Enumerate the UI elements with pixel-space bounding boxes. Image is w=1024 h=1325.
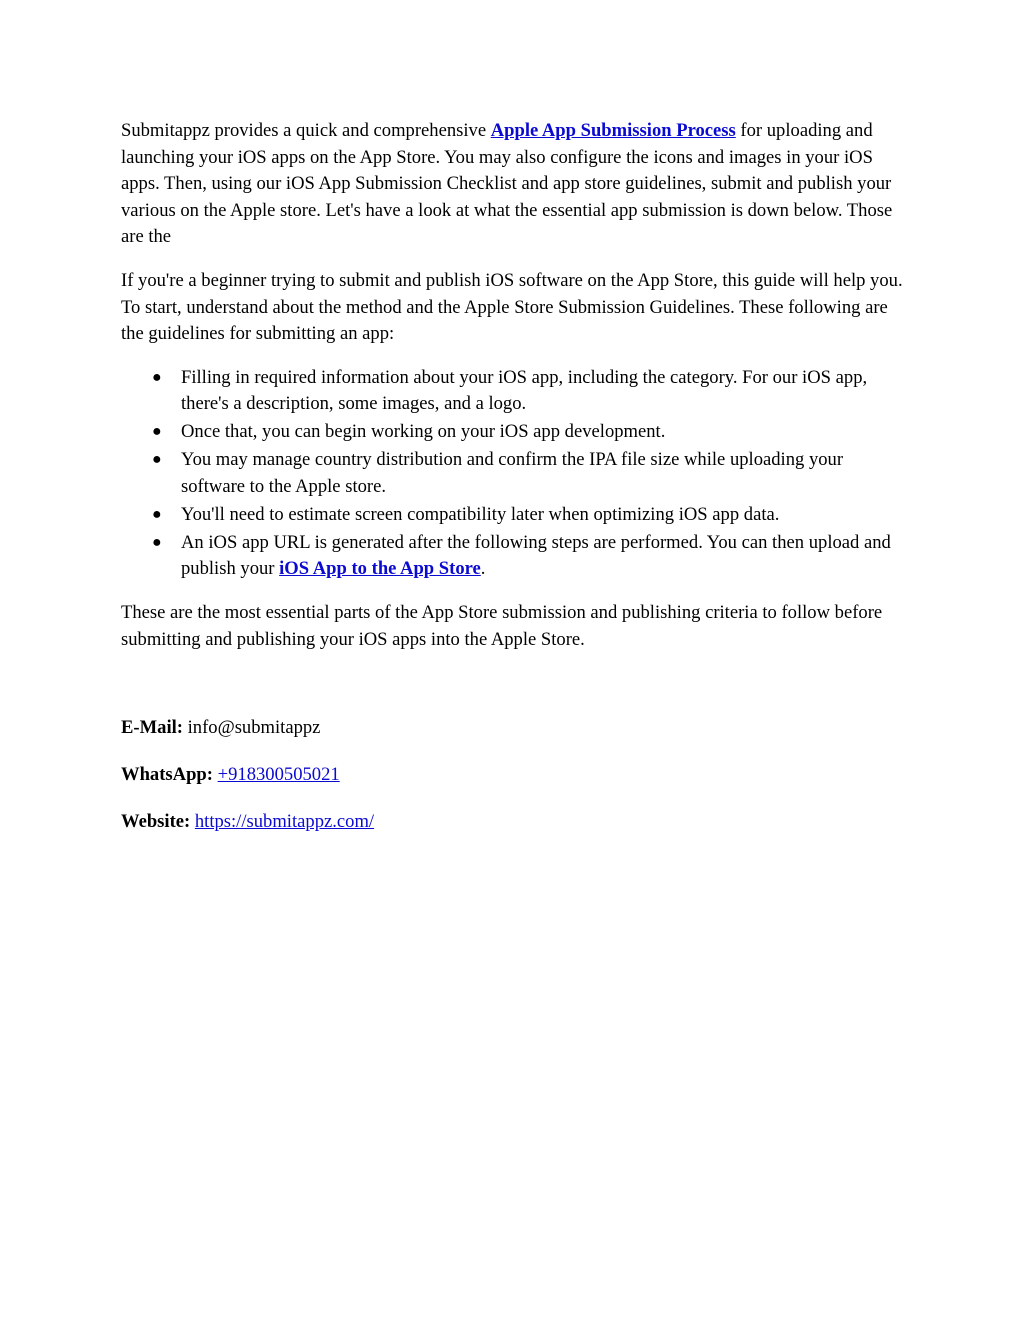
- bullet-icon: ●: [152, 533, 162, 551]
- email-label: E-Mail:: [121, 717, 183, 739]
- website-link[interactable]: https://submitappz.com/: [194, 811, 375, 833]
- intro-text-end: for uploading and launching your iOS apps on the App Store. You may also configure the icons and images in your iOS apps. Then, using our iOS App Submission Checklist and app store guidelines, submit and publish your various on the Apple store. Let's have a look at what the essential app submission is down below. Those are the: [121, 120, 893, 248]
- bullet-icon: ●: [152, 423, 162, 441]
- beginner-paragraph: If you're a beginner trying to submit and publish iOS software on the App Store, this guide will help you. To start, understand about the method and the Apple Store Submission Guidelines. These following are the guidelines for submitting an app:: [121, 269, 903, 345]
- list-item: [121, 447, 911, 500]
- whatsapp-link[interactable]: +918300505021: [217, 764, 340, 786]
- bullet-icon: ●: [152, 451, 162, 469]
- website-label: Website:: [121, 811, 191, 833]
- ios-app-to-app-store-link[interactable]: iOS App to the App Store: [279, 558, 481, 580]
- whatsapp-line: [121, 762, 911, 789]
- list-item-text: An iOS app URL is generated after the following steps are performed. You can then upload and publish your: [181, 531, 891, 580]
- list-item: [121, 530, 911, 583]
- email-line: [121, 715, 911, 742]
- list-item-text: You may manage country distribution and confirm the IPA file size while uploading your software to the Apple store.: [181, 449, 844, 497]
- list-item: [121, 419, 911, 446]
- bullet-icon: ●: [152, 368, 162, 386]
- guidelines-list: [121, 365, 911, 583]
- list-item-text-end: .: [480, 558, 486, 580]
- list-item-text: You'll need to estimate screen compatibility later when optimizing iOS app data.: [181, 503, 780, 525]
- list-item: [121, 502, 911, 529]
- whatsapp-label: WhatsApp:: [121, 764, 213, 786]
- intro-paragraph: [121, 118, 911, 251]
- email-value: info@submitappz: [187, 717, 321, 739]
- closing-paragraph: These are the most essential parts of the App Store submission and publishing criteria to follow before submitting and publishing your iOS apps into the Apple Store.: [121, 602, 883, 650]
- bullet-icon: ●: [152, 505, 162, 523]
- intro-text-start: Submitappz provides a quick and comprehensive: [121, 120, 491, 141]
- website-line: [121, 809, 911, 836]
- list-item-text: Filling in required information about your iOS app, including the category. For our iOS app, there's a description, some images, and a logo.: [181, 366, 868, 415]
- document-page: [121, 118, 911, 857]
- list-item: [121, 365, 911, 418]
- list-item-text: Once that, you can begin working on your iOS app development.: [181, 421, 666, 443]
- apple-app-submission-process-link[interactable]: Apple App Submission Process: [490, 120, 736, 141]
- contact-section: [121, 715, 911, 836]
